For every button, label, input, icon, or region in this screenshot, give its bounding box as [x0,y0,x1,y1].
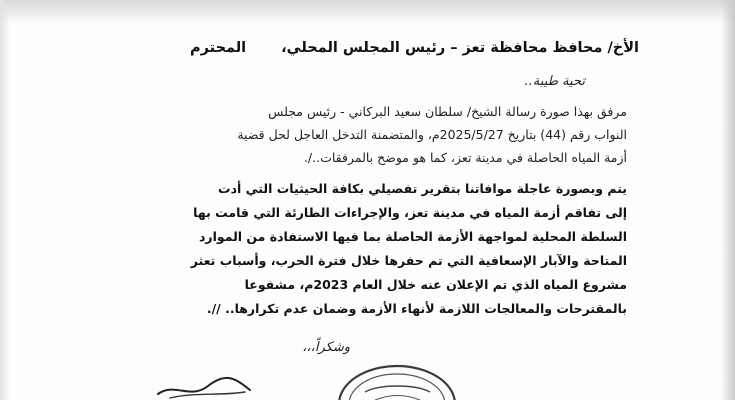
paragraph2-line: بالمقترحات والمعالجات اللازمة لأنهاء الأزمة وضمان عدم تكرارها.. //. [206,301,627,316]
greeting: تحية طيبة.. [524,74,585,89]
paragraph2-line: مشروع المياه الذي تم الإعلان عنه خلال العام 2023م، مشفوعا [244,277,627,292]
paragraph2-line: المتاحة والآبار الإسعافية التي تم حفرها خلال فترة الحرب، وأسباب تعثر [190,253,627,268]
scan-left-shadow [0,0,10,400]
closing-thanks: وشكراً،،، [302,340,350,355]
scan-right-shadow [721,0,735,400]
paragraph1-line: مرفق بهذا صورة رسالة الشيخ/ سلطان سعيد البركاني - رئيس مجلس [268,104,627,119]
address-line: الأخ/ محافظ محافظة تعز – رئيس المجلس المحلي، [281,40,639,56]
signature-scribble [150,372,260,400]
paragraph1-line: أزمة المياه الحاصلة في مدينة تعز، كما هو موضح بالمرفقات../. [303,150,627,165]
paragraph2-line: يتم وبصورة عاجلة موافاتنا بتقرير تفصيلي بكافة الحيثيات التي أدت [218,181,627,196]
paragraph2-line: إلى تفاقم أزمة المياه في مدينة تعز، والإجراءات الطارئة التي قامت بها [193,205,627,220]
scan-top-shadow [0,0,735,24]
honorific: المحترم [190,40,247,56]
paragraph2-line: السلطة المحلية لمواجهة الأزمة الحاصلة بما فيها الاستفادة من الموارد [198,229,627,244]
paragraph1-line: النواب رقم (44) بتاريخ 2025/5/27م، والمتضمنة التدخل العاجل لحل قضية [237,127,627,142]
official-seal [335,362,460,400]
